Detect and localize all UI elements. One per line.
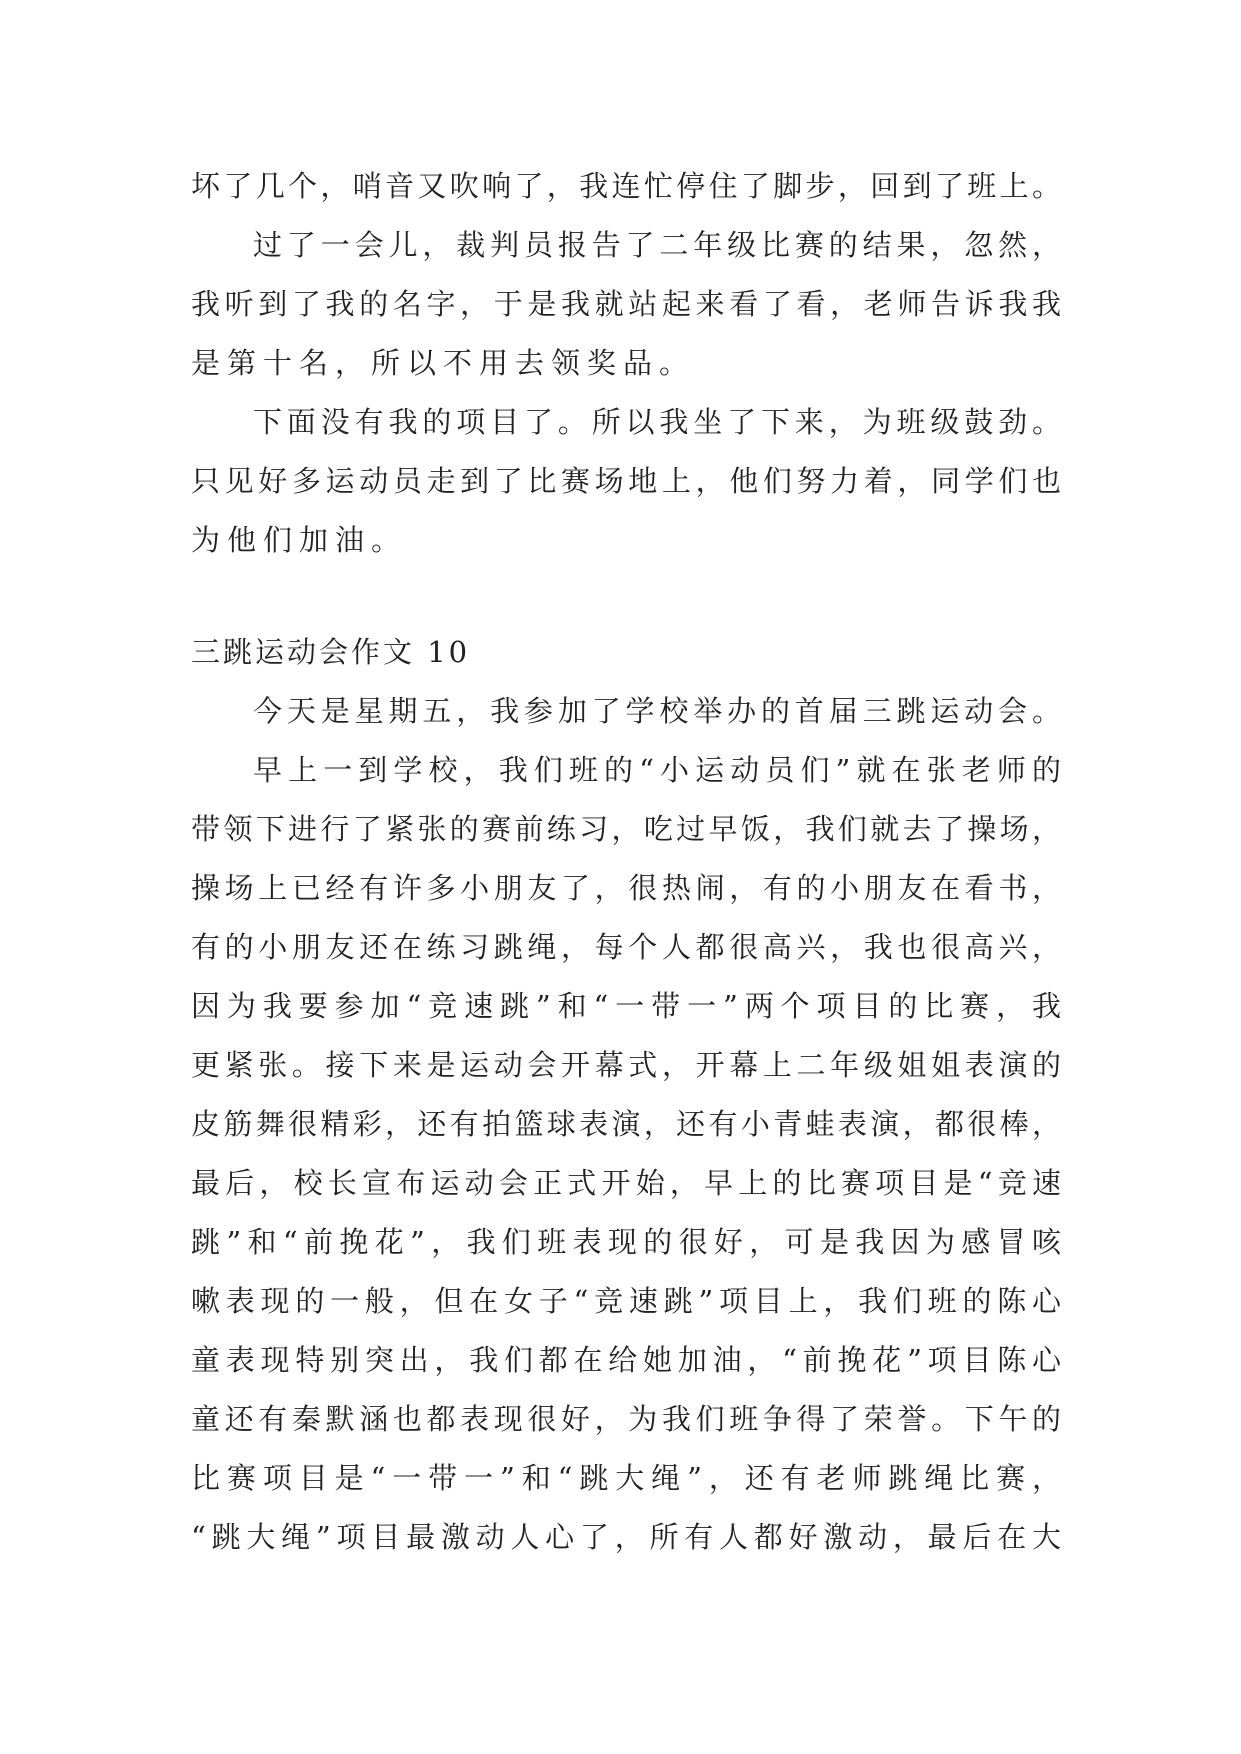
paragraph-line: 童表现特别突出，我们都在给她加油，“前挽花”项目陈心 (191, 1343, 1061, 1377)
paragraph-line: 因为我要参加“竞速跳”和“一带一”两个项目的比赛，我 (191, 989, 1061, 1023)
paragraph-line: 操场上已经有许多小朋友了，很热闹，有的小朋友在看书， (191, 871, 1061, 905)
paragraph-line: 嗽表现的一般，但在女子“竞速跳”项目上，我们班的陈心 (191, 1284, 1061, 1318)
section-heading: 三跳运动会作文 10 (191, 635, 471, 669)
paragraph-line: 下面没有我的项目了。所以我坐了下来，为班级鼓劲。 (253, 405, 1061, 439)
paragraph-line: 比赛项目是“一带一”和“跳大绳”，还有老师跳绳比赛， (191, 1461, 1061, 1495)
paragraph-line: 只见好多运动员走到了比赛场地上，他们努力着，同学们也 (191, 464, 1061, 498)
paragraph-line: 过了一会儿，裁判员报告了二年级比赛的结果，忽然， (253, 228, 1061, 262)
paragraph-line: “跳大绳”项目最激动人心了，所有人都好激动，最后在大 (191, 1520, 1061, 1554)
paragraph-line: 童还有秦默涵也都表现很好，为我们班争得了荣誉。下午的 (191, 1402, 1061, 1436)
paragraph-line: 我听到了我的名字，于是我就站起来看了看，老师告诉我我 (191, 287, 1061, 321)
paragraph-line: 为他们加油。 (191, 523, 408, 557)
paragraph-line: 今天是星期五，我参加了学校举办的首届三跳运动会。 (253, 694, 1061, 728)
paragraph-line: 皮筋舞很精彩，还有拍篮球表演，还有小青蛙表演，都很棒， (191, 1107, 1061, 1141)
paragraph-line: 更紧张。接下来是运动会开幕式，开幕上二年级姐姐表演的 (191, 1048, 1061, 1082)
paragraph-line: 坏了几个，哨音又吹响了，我连忙停住了脚步，回到了班上。 (191, 169, 1061, 203)
paragraph-line: 带领下进行了紧张的赛前练习，吃过早饭，我们就去了操场， (191, 812, 1061, 846)
paragraph-line: 是第十名，所以不用去领奖品。 (191, 346, 696, 380)
paragraph-line: 早上一到学校，我们班的“小运动员们”就在张老师的 (253, 753, 1061, 787)
paragraph-line: 有的小朋友还在练习跳绳，每个人都很高兴，我也很高兴， (191, 930, 1061, 964)
paragraph-line: 最后，校长宣布运动会正式开始，早上的比赛项目是“竞速 (191, 1166, 1061, 1200)
paragraph-line: 跳”和“前挽花”，我们班表现的很好，可是我因为感冒咳 (191, 1225, 1061, 1259)
